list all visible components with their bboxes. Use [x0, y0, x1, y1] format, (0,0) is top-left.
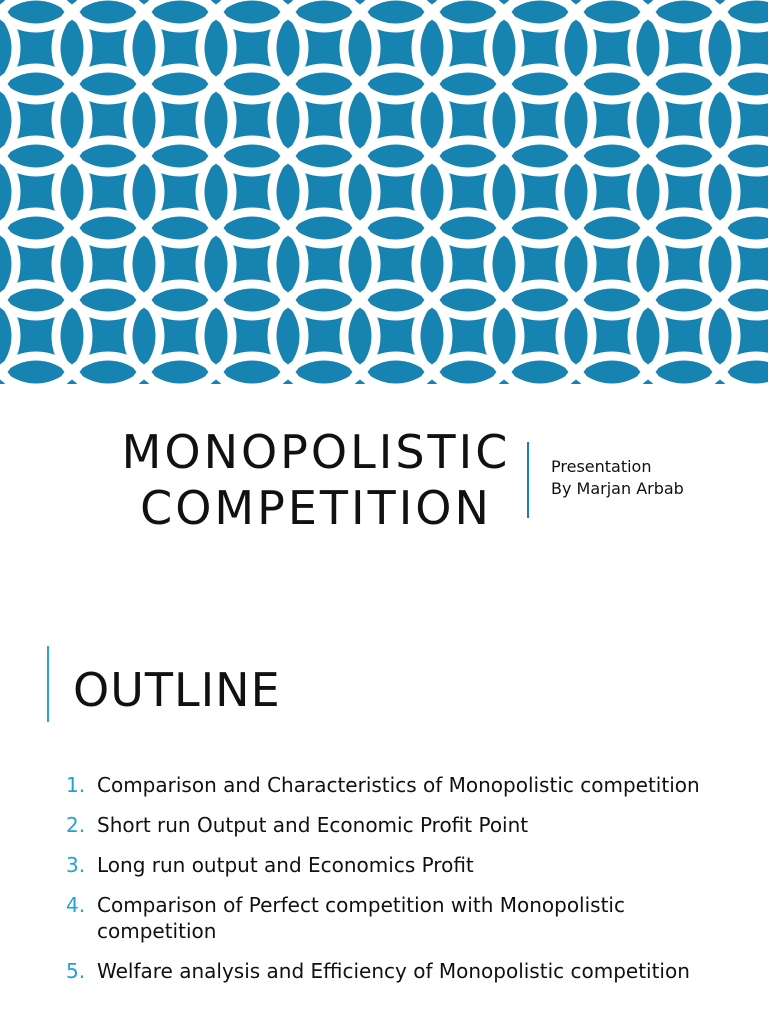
outline-item-text: Long run output and Economics Profit: [97, 853, 474, 877]
pattern-background: [0, 0, 768, 384]
outline-item-number: 1.: [66, 773, 86, 797]
presentation-subtitle: [551, 456, 684, 500]
outline-item: [66, 958, 706, 984]
outline-list: [66, 772, 706, 998]
outline-item: [66, 852, 706, 878]
title-line-1: MONOPOLISTIC: [121, 425, 511, 479]
title-line-2: COMPETITION: [140, 481, 492, 535]
outline-item-number: 4.: [66, 893, 86, 917]
outline-item-text: Comparison and Characteristics of Monopolistic competition: [97, 773, 700, 797]
outline-accent-bar: [47, 646, 49, 722]
presentation-title: [100, 424, 532, 536]
outline-item: [66, 892, 706, 944]
subtitle-line-1: Presentation: [551, 457, 652, 476]
outline-item-text: Short run Output and Economic Profit Point: [97, 813, 529, 837]
outline-item-number: 2.: [66, 813, 86, 837]
outline-item-number: 5.: [66, 959, 86, 983]
outline-item-text: Welfare analysis and Efficiency of Monopolistic competition: [97, 959, 690, 983]
outline-item: [66, 772, 706, 798]
outline-item-number: 3.: [66, 853, 86, 877]
outline-slide: [0, 600, 768, 1024]
subtitle-line-2: By Marjan Arbab: [551, 479, 684, 498]
outline-item-text: Comparison of Perfect competition with Monopolistic competition: [97, 893, 625, 943]
interlocking-rings-pattern: [0, 0, 768, 384]
outline-heading: OUTLINE: [73, 663, 281, 717]
title-divider: [527, 442, 529, 518]
outline-item: [66, 812, 706, 838]
